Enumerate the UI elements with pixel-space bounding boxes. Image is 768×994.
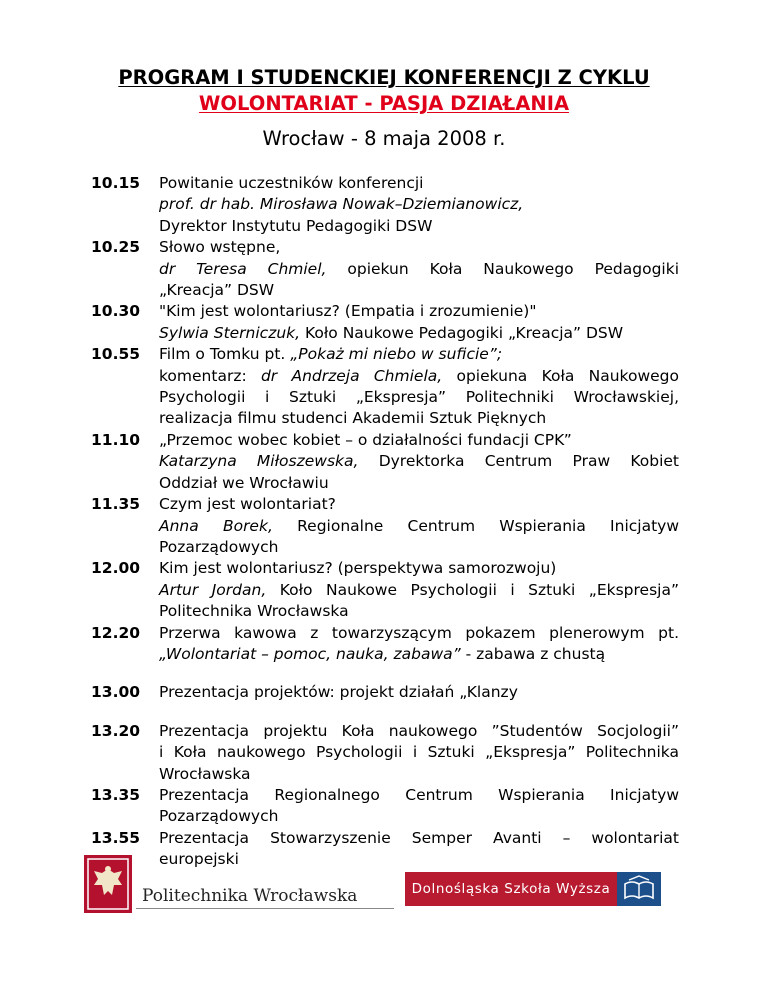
text-segment: Koło Naukowe Psychologii i Sztuki „Ekspresja”	[266, 580, 679, 599]
description-line	[159, 644, 679, 665]
description-line	[159, 344, 679, 365]
description-line: Czym jest wolontariat?	[159, 495, 336, 514]
description-line: Psychologii i Sztuki „Ekspresja” Politechniki Wrocławskiej,	[159, 388, 679, 407]
politechnika-name: Politechnika Wrocławska	[142, 886, 358, 906]
eagle-shield-icon	[84, 855, 132, 913]
description-line: Politechnika Wrocławska	[159, 602, 349, 621]
program-entry	[0, 785, 768, 828]
description-line	[159, 451, 679, 472]
open-book-icon	[617, 872, 661, 906]
entry-description	[159, 682, 679, 703]
program-entry	[0, 623, 768, 666]
entry-time: 12.20	[91, 623, 141, 642]
program-entry	[0, 682, 768, 703]
entry-description	[159, 785, 679, 828]
entry-description	[159, 430, 679, 494]
italic-text: dr Teresa Chmiel,	[159, 259, 327, 278]
title-line-1: PROGRAM I STUDENCKIEJ KONFERENCJI Z CYKLU	[118, 66, 650, 89]
italic-text: dr Andrzeja Chmiela,	[260, 366, 443, 385]
entry-description	[159, 623, 679, 666]
entry-time: 12.00	[91, 559, 141, 578]
entry-time: 13.35	[91, 785, 141, 804]
italic-text: „Wolontariat – pomoc, nauka, zabawa”	[159, 644, 461, 663]
entry-description	[159, 344, 679, 430]
entry-time: 13.55	[91, 828, 141, 847]
entry-time: 10.25	[91, 238, 141, 257]
program-entry	[0, 301, 768, 344]
description-line: Wrocławska	[159, 764, 251, 783]
entry-time: 10.30	[91, 302, 141, 321]
entry-description	[159, 721, 679, 785]
italic-text: Katarzyna Miłoszewska,	[159, 452, 359, 471]
description-line: Przerwa kawowa z towarzyszącym pokazem plenerowym pt.	[159, 623, 679, 642]
program-entry	[0, 173, 768, 237]
description-line: Kim jest wolontariusz? (perspektywa samorozwoju)	[159, 559, 557, 578]
entry-description	[159, 301, 679, 344]
description-line: Prezentacja Regionalnego Centrum Wspierania Inicjatyw	[159, 785, 679, 804]
italic-text: Artur Jordan,	[159, 580, 267, 599]
description-line: „Przemoc wobec kobiet – o działalności fundacji CPK”	[159, 430, 572, 449]
description-line	[159, 366, 679, 387]
subtitle: Wrocław - 8 maja 2008 r.	[262, 127, 506, 150]
description-line: realizacja filmu studenci Akademii Sztuk Pięknych	[159, 409, 547, 428]
program-entry	[0, 558, 768, 622]
description-line: Prezentacja Stowarzyszenie Semper Avanti – wolontariat	[159, 828, 679, 847]
text-segment: komentarz:	[159, 366, 261, 385]
program-entry	[0, 237, 768, 301]
description-line: Prezentacja projektu Koła naukowego ”Studentów Socjologii”	[159, 721, 679, 740]
description-line	[159, 580, 679, 601]
description-line: "Kim jest wolontariusz? (Empatia i zrozumienie)"	[159, 302, 537, 321]
logo-underline	[136, 908, 394, 909]
description-line: europejski	[159, 850, 239, 869]
description-line	[159, 323, 679, 344]
description-line: „Kreacja” DSW	[159, 281, 275, 300]
program-entry	[0, 344, 768, 430]
description-line	[159, 259, 679, 280]
text-segment: Regionalne Centrum Wspierania Inicjatyw	[272, 516, 680, 535]
entry-time: 10.55	[91, 345, 141, 364]
text-segment: opiekun Koła Naukowego Pedagogiki	[326, 259, 679, 278]
entry-description	[159, 558, 679, 622]
italic-text: Sylwia Sterniczuk,	[159, 323, 301, 342]
program-list	[0, 173, 768, 871]
entry-time: 11.35	[91, 495, 141, 514]
description-line: Pozarządowych	[159, 537, 279, 556]
description-line: Oddział we Wrocławiu	[159, 473, 329, 492]
description-line: i Koła naukowego Psychologii i Sztuki „Ekspresja” Politechnika	[159, 743, 679, 762]
entry-description	[159, 494, 679, 558]
description-line: Prezentacja projektów: projekt działań „Klanzy	[159, 683, 518, 702]
entry-time: 11.10	[91, 430, 141, 449]
entry-description	[159, 173, 679, 237]
dsw-logo	[405, 872, 661, 906]
text-segment: opiekuna Koła Naukowego	[442, 366, 679, 385]
program-entry	[0, 494, 768, 558]
description-line: Słowo wstępne,	[159, 238, 281, 257]
text-segment: Film o Tomku pt.	[159, 345, 291, 364]
italic-text: „Pokaż mi niebo w suficie”;	[290, 345, 503, 364]
description-line: prof. dr hab. Mirosława Nowak–Dziemianowicz,	[159, 195, 524, 214]
description-line: Powitanie uczestników konferencji	[159, 174, 424, 192]
entry-description	[159, 237, 679, 301]
description-line: Dyrektor Instytutu Pedagogiki DSW	[159, 216, 433, 235]
entry-time: 10.15	[91, 174, 141, 192]
text-segment: - zabawa z chustą	[460, 644, 606, 663]
dsw-name: Dolnośląska Szkoła Wyższa	[405, 872, 617, 906]
text-segment: Dyrektorka Centrum Praw Kobiet	[358, 452, 679, 471]
entry-time: 13.20	[91, 721, 141, 740]
program-entry	[0, 721, 768, 785]
title-line-2: WOLONTARIAT - PASJA DZIAŁANIA	[198, 92, 570, 115]
politechnika-logo	[84, 855, 358, 915]
description-line: Pozarządowych	[159, 807, 279, 826]
entry-time: 13.00	[91, 683, 141, 702]
text-segment: Koło Naukowe Pedagogiki „Kreacja” DSW	[300, 323, 624, 342]
italic-text: Anna Borek,	[159, 516, 273, 535]
program-entry	[0, 430, 768, 494]
description-line	[159, 516, 679, 537]
